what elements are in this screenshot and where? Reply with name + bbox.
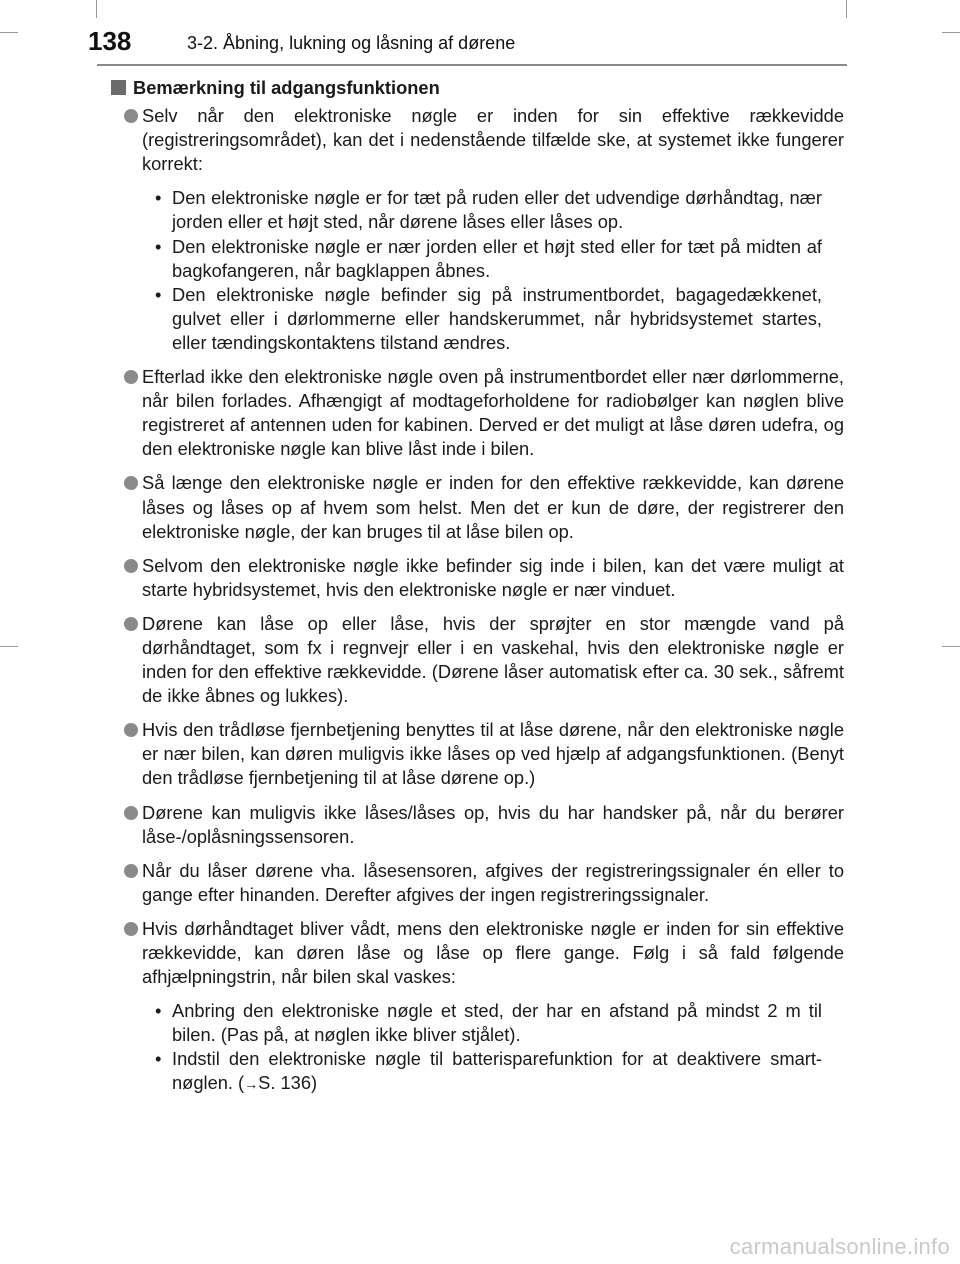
page-number: 138 (88, 26, 132, 56)
circle-bullet-icon (124, 723, 138, 737)
bullet-icon: • (155, 1000, 162, 1022)
circle-bullet-icon (124, 370, 138, 384)
list-item-text: Efterlad ikke den elektroniske nøgle oven på instrumentbordet eller nær dørlommerne, når bilen forlades. Afhængigt af modtageforholdene for radiobølger kan nøglen blive registreret af antennen uden for kabinen. Derved er det muligt at låse døren udefra, og den elektroniske nøgle kan blive låst inde i bilen. (142, 366, 844, 460)
sub-list-item (142, 186, 822, 234)
sub-list (142, 999, 822, 1096)
list-item (110, 104, 844, 355)
list-item-text: Så længe den elektroniske nøgle er inden for den effektive rækkevidde, kan dørene låses og låses op af hvem som helst. Men det er kun de døre, der registrerer den elektroniske nøgle, der kan bruges til at låse bilen op. (142, 472, 844, 542)
list-item-text: Dørene kan muligvis ikke låses/låses op, hvis du har handsker på, når du berører låse-/oplåsningssensoren. (142, 801, 844, 847)
circle-bullet-icon (124, 922, 138, 936)
sub-list-item-text: Den elektroniske nøgle er for tæt på ruden eller det udvendige dørhåndtag, nær jorden eller et højt sted, når dørene låses eller låses op. (172, 187, 822, 233)
list-item (110, 718, 844, 790)
bullet-icon: • (155, 235, 162, 257)
list-item-text: Hvis den trådløse fjernbetjening benyttes til at låse dørene, når den elektroniske nøgle er nær bilen, kan døren muligvis ikke låses op ved hjælp af adgangsfunktionen. (Benyt den trådløse fjernbetjening til at låse dørene op.) (142, 719, 844, 789)
circle-bullet-icon (124, 109, 138, 123)
chapter-title: 3-2. Åbning, lukning og låsning af dørene (187, 33, 516, 53)
list-item-text: Dørene kan låse op eller låse, hvis der sprøjter en stor mængde vand på dørhåndtaget, som fx i regnvejr eller i en vaskehal, hvis den elektroniske nøgle er inden for den effektive rækkevidde. (Dørene låser automatisk efter ca. 30 sek., såfremt de ikke åbnes og lukkes). (142, 612, 844, 707)
circle-bullet-icon (124, 476, 138, 490)
section-heading (110, 76, 844, 100)
crop-mark (0, 646, 18, 647)
list-item-text: Når du låser dørene vha. låsesensoren, afgives der registreringssignaler én eller to gange efter hinanden. Derefter afgives der ingen registreringssignaler. (142, 859, 844, 905)
sub-list-item-text: Anbring den elektroniske nøgle et sted, der har en afstand på mindst 2 m til bilen. (Pas på, at nøglen ikke bliver stjålet). (172, 1000, 822, 1046)
section-heading-text: Bemærkning til adgangsfunktionen (133, 77, 440, 98)
page-header (0, 0, 960, 66)
circle-bullet-icon (124, 559, 138, 573)
header-divider (97, 64, 847, 66)
list-item (110, 365, 844, 461)
sub-list-item (142, 283, 822, 355)
sub-list-item (142, 1047, 822, 1096)
list-item-text: Hvis dørhåndtaget bliver vådt, mens den elektroniske nøgle er inden for sin effektive rækkevidde, kan døren låse og låse op flere gange. Følg i så fald følgende afhjælpningstrin, når bilen skal vaskes: (142, 917, 844, 988)
watermark-logo: carmanualsonline.info (729, 1234, 950, 1259)
sub-list-item (142, 999, 822, 1047)
list-item (110, 859, 844, 907)
sub-list-item (142, 235, 822, 283)
bullet-icon: • (155, 187, 162, 209)
sub-list-item-text: Den elektroniske nøgle er nær jorden eller et højt sted eller for tæt på midten af bagkofangeren, når bagklappen åbnes. (172, 235, 822, 281)
circle-bullet-icon (124, 617, 138, 631)
arrow-right-icon: → (244, 1076, 259, 1093)
page-reference-link[interactable]: S. 136) (258, 1072, 318, 1094)
sub-list (142, 186, 822, 355)
circle-bullet-icon (124, 864, 138, 878)
circle-bullet-icon (124, 806, 138, 820)
sub-list-item-text: Indstil den elektroniske nøgle til batterisparefunktion for at deaktivere smart-nøglen. ( (172, 1048, 822, 1094)
list-item (110, 471, 844, 543)
list-item (110, 612, 844, 708)
list-item (110, 801, 844, 849)
square-bullet-icon (111, 80, 126, 95)
bullet-icon: • (155, 283, 162, 305)
bullet-icon: • (155, 1048, 162, 1070)
sub-list-item-text: Den elektroniske nøgle befinder sig på instrumentbordet, bagagedækkenet, gulvet eller i dørlommerne eller handskerummet, når hybridsystemet startes, eller tændingskontaktens tilstand ændres. (172, 283, 822, 353)
section-content (110, 76, 844, 1107)
list-item-text: Selvom den elektroniske nøgle ikke befinder sig inde i bilen, kan det være muligt at starte hybridsystemet, hvis den elektroniske nøgle er nær vinduet. (142, 554, 844, 600)
crop-mark (942, 646, 960, 647)
list-item (110, 554, 844, 602)
list-item (110, 917, 844, 1097)
list-item-text: Selv når den elektroniske nøgle er inden for sin effektive rækkevidde (registreringsområdet), kan det i nedenstående tilfælde ske, at systemet ikke fungerer korrekt: (142, 105, 844, 175)
